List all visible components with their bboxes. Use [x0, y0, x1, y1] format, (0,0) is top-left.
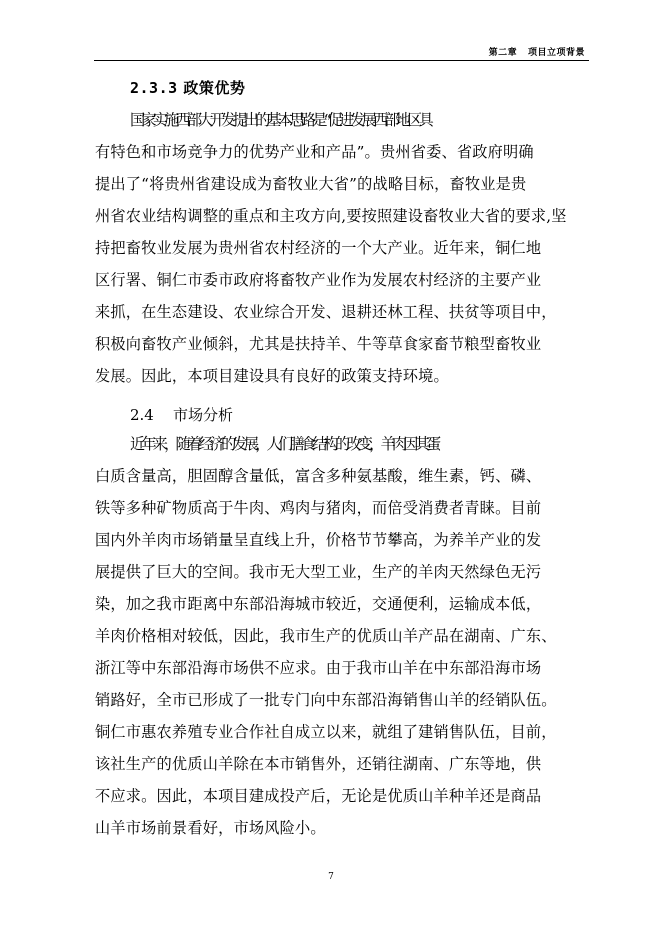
paragraph-line: 近年来，随着经济的发展，人们膳食结构的改变，羊肉因其蛋 [130, 435, 438, 453]
paragraph-line: 展提供了巨大的空间。我市无大型工业，生产的羊肉天然绿色无污 [95, 563, 542, 581]
paragraph-line: 销路好，全市已形成了一批专门向中东部沿海销售山羊的经销队伍。 [95, 691, 557, 709]
paragraph-line: 提出了“将贵州省建设成为畜牧业大省”的战略目标，畜牧业是贵 [95, 175, 527, 193]
header-text [489, 45, 585, 58]
paragraph-line: 发展。因此，本项目建设具有良好的政策支持环境。 [95, 367, 449, 385]
paragraph-line: 山羊市场前景看好，市场风险小。 [95, 819, 326, 837]
paragraph-line: 白质含量高，胆固醇含量低，富含多种氨基酸，维生素，钙、磷、 [95, 467, 542, 485]
header-section-title: 项目立项背景 [527, 48, 585, 58]
paragraph-line: 不应求。因此，本项目建成投产后，无论是优质山羊种羊还是商品 [95, 787, 542, 805]
section-heading-2-4 [130, 404, 233, 425]
section-heading-2-3-3 [130, 77, 245, 98]
paragraph-line: 铁等多种矿物质高于牛肉、鸡肉与猪肉，而倍受消费者青睐。目前 [95, 499, 542, 517]
page-number: 7 [328, 872, 334, 882]
paragraph-line: 积极向畜牧产业倾斜，尤其是扶持羊、牛等草食家畜节粮型畜牧业 [95, 335, 542, 353]
section-number: 2.4 [130, 406, 154, 424]
paragraph-line: 国家实施西部大开发提出的基本思路是“促进发展西部地区具 [130, 111, 431, 129]
paragraph-line: 羊肉价格相对较低，因此，我市生产的优质山羊产品在湖南、广东、 [95, 627, 557, 645]
section-number: 2.3.3 [130, 79, 178, 97]
paragraph-line: 区行署、铜仁市委市政府将畜牧产业作为发展农村经济的主要产业 [95, 271, 542, 289]
section-title: 市场分析 [172, 406, 233, 424]
paragraph-line: 铜仁市惠农养殖专业合作社自成立以来，就组了建销售队伍，目前， [95, 723, 557, 741]
section-title: 政策优势 [183, 79, 246, 97]
paragraph-line: 持把畜牧业发展为贵州省农村经济的一个大产业。近年来，铜仁地 [95, 239, 542, 257]
paragraph-line: 浙江等中东部沿海市场供不应求。由于我市山羊在中东部沿海市场 [95, 659, 542, 677]
paragraph-line: 国内外羊肉市场销量呈直线上升，价格节节攀高，为养羊产业的发 [95, 531, 542, 549]
paragraph-line: 来抓，在生态建设、农业综合开发、退耕还林工程、扶贫等项目中， [95, 303, 557, 321]
paragraph-line: 州省农业结构调整的重点和主攻方向,要按照建设畜牧业大省的要求,坚 [95, 207, 567, 225]
header-chapter: 第二章 [488, 48, 518, 58]
paragraph-line: 有特色和市场竞争力的优势产业和产品”。贵州省委、省政府明确 [95, 143, 534, 161]
paragraph-line: 染，加之我市距离中东部沿海城市较近，交通便利，运输成本低， [95, 595, 542, 613]
running-header [94, 44, 589, 61]
paragraph-line: 该社生产的优质山羊除在本市销售外，还销往湖南、广东等地，供 [95, 755, 542, 773]
